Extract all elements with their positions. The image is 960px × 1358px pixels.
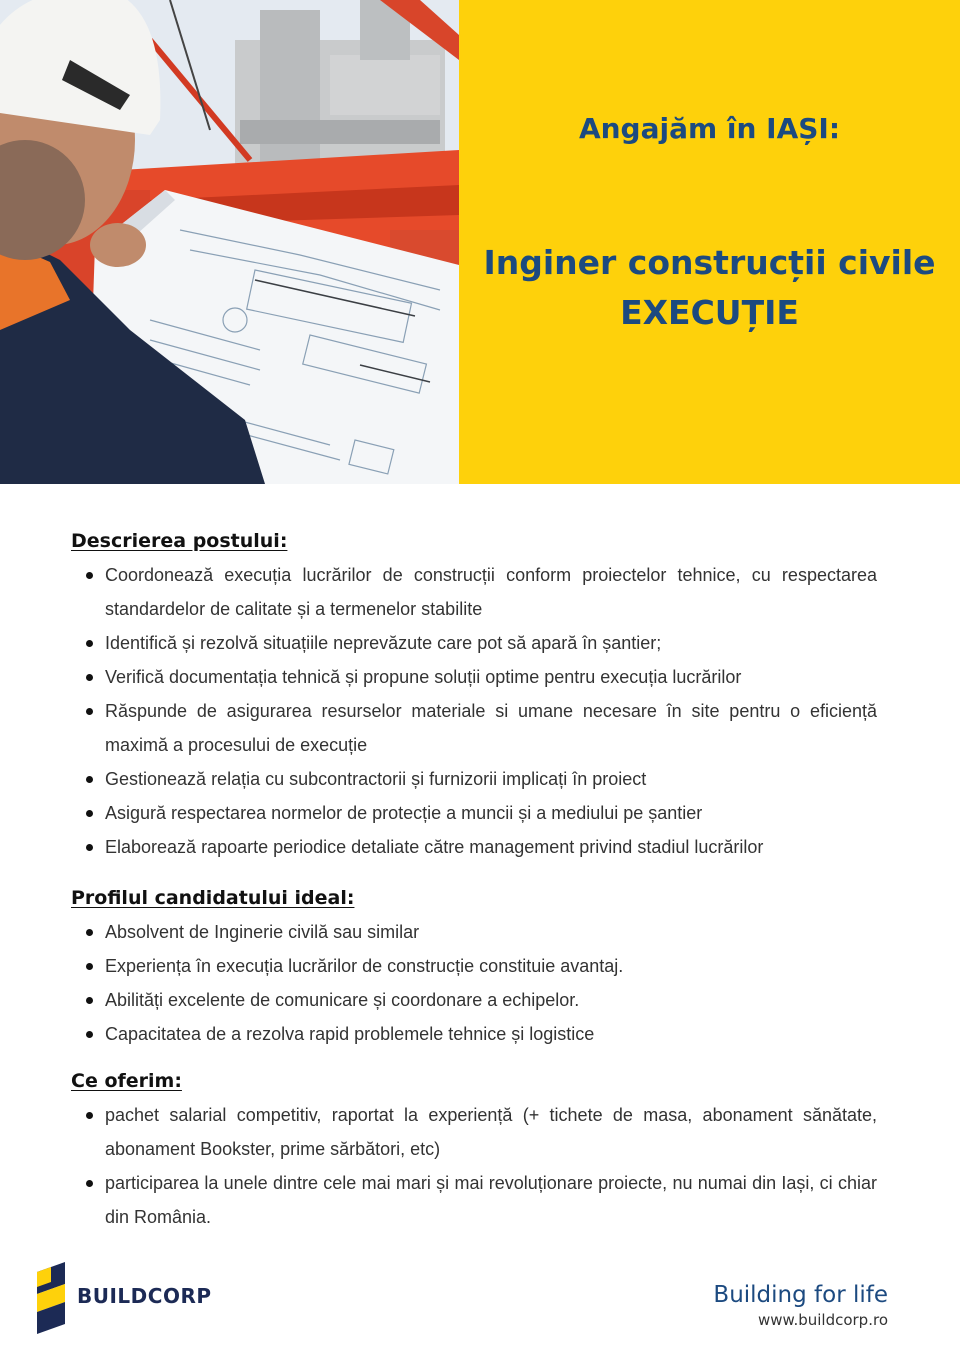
tagline-text: Building for life bbox=[713, 1282, 888, 1308]
headline-panel bbox=[459, 0, 960, 484]
list-item: Verifică documentația tehnică și propune soluții optime pentru execuția lucrărilor bbox=[71, 660, 877, 694]
list-item: Elaborează rapoarte periodice detaliate către management privind stadiul lucrărilor bbox=[71, 830, 877, 864]
footer-tagline bbox=[713, 1280, 888, 1330]
list-item: Coordonează execuția lucrărilor de construcții conform proiectelor tehnice, cu respectarea standardelor de calitate și a termenelor stabilite bbox=[71, 558, 877, 626]
list-item: Asigură respectarea normelor de protecție a muncii și a mediului pe șantier bbox=[71, 796, 877, 830]
description-title: Descrierea postului: bbox=[71, 530, 288, 552]
list-item: Experiența în execuția lucrărilor de construcție constituie avantaj. bbox=[71, 949, 877, 983]
offer-title: Ce oferim: bbox=[71, 1070, 182, 1092]
job-title bbox=[459, 238, 960, 338]
logo-wordmark: BUILDCORP bbox=[77, 1284, 212, 1308]
list-item: pachet salarial competitiv, raportat la experiență (+ tichete de masa, abonament sănătate, abonament Bookster, prime sărbători, etc) bbox=[71, 1098, 877, 1166]
profile-title: Profilul candidatului ideal: bbox=[71, 887, 355, 909]
list-item: Răspunde de asigurarea resurselor materiale si umane necesare în site pentru o eficiență maximă a procesului de execuție bbox=[71, 694, 877, 762]
list-item: Abilități excelente de comunicare și coordonare a echipelor. bbox=[71, 983, 877, 1017]
list-item: participarea la unele dintre cele mai mari și mai revoluționare proiecte, nu numai din Iași, ci chiar din România. bbox=[71, 1166, 877, 1234]
hero-banner bbox=[0, 0, 960, 484]
engineer-photo bbox=[0, 0, 459, 484]
profile-list bbox=[71, 915, 877, 1051]
list-item: Identifică și rezolvă situațiile neprevăzute care pot să apară în șantier; bbox=[71, 626, 877, 660]
job-title-line2: EXECUȚIE bbox=[620, 293, 799, 332]
hiring-location-title: Angajăm în IAȘI: bbox=[578, 112, 841, 145]
job-title-line1: Inginer construcții civile bbox=[483, 243, 936, 282]
list-item: Absolvent de Inginerie civilă sau similar bbox=[71, 915, 877, 949]
offer-list bbox=[71, 1098, 877, 1234]
job-details bbox=[71, 527, 877, 1234]
buildcorp-logo bbox=[37, 1262, 237, 1334]
website-link[interactable]: www.buildcorp.ro bbox=[758, 1311, 888, 1329]
buildcorp-logo-icon bbox=[37, 1262, 67, 1334]
description-list bbox=[71, 558, 877, 864]
list-item: Capacitatea de a rezolva rapid problemele tehnice și logistice bbox=[71, 1017, 877, 1051]
list-item: Gestionează relația cu subcontractorii și furnizorii implicați în proiect bbox=[71, 762, 877, 796]
